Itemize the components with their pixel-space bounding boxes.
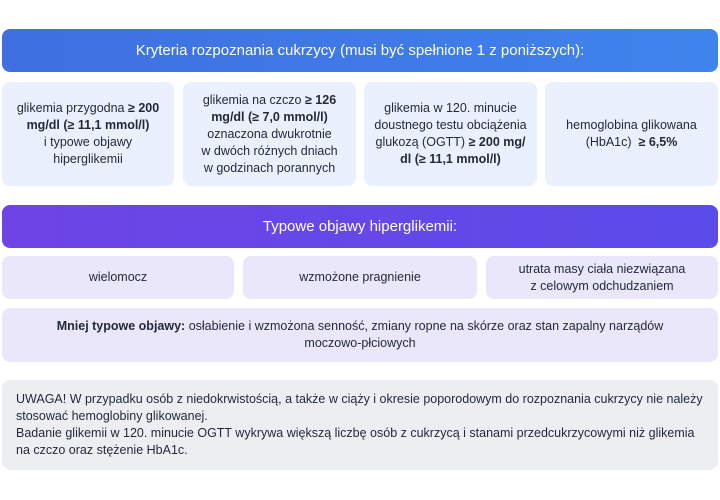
less-typical-text-wrap <box>42 318 678 352</box>
less-typical-text: osłabienie i wzmożona senność, zmiany ropne na skórze oraz stan zapalny narządów moczowo-płciowych <box>185 319 664 350</box>
criterion-line <box>201 143 337 160</box>
criterion-line-text: doustnego testu obciążenia <box>374 118 527 132</box>
criterion-line-text: hiperglikemii <box>53 152 123 166</box>
criterion-line-text: w godzinach porannych <box>203 160 336 175</box>
criterion-line <box>374 117 526 134</box>
criterion-line <box>201 126 337 143</box>
criterion-line-bold: ≥ 200 mg/ <box>468 135 526 149</box>
criterion-line-bold: dl (≥ 11,1 mmol/l) <box>400 152 501 166</box>
criterion-card-random-glucose <box>2 82 174 186</box>
criterion-line-text: glikemia na czczo <box>202 92 305 107</box>
warning-paragraph-2: Badanie glikemii w 120. minucie OGTT wykrywa większą liczbę osób z cukrzycą i stanami przedcukrzycowymi niż glikemia na czczo oraz stężenie HbA1c. <box>16 426 695 457</box>
criterion-line-bold: ≥ 200 <box>127 101 160 115</box>
criterion-line <box>566 134 697 151</box>
criterion-line <box>17 117 159 134</box>
criterion-line <box>201 160 337 177</box>
criterion-line <box>17 151 159 168</box>
criterion-line-bold: mg/dl (≥ 11,1 mmol/l) <box>26 118 150 132</box>
criterion-line-text: glikemia przygodna <box>16 101 128 115</box>
criterion-text <box>201 92 337 177</box>
criterion-text <box>374 100 526 168</box>
symptom-card-weight-loss <box>486 256 718 299</box>
criterion-line <box>201 109 337 126</box>
criterion-line <box>374 151 526 168</box>
symptoms-banner <box>2 205 718 248</box>
criterion-line-text: i typowe objawy <box>43 135 133 149</box>
criterion-line-bold: ≥ 6,5% <box>638 135 678 149</box>
less-typical-symptoms <box>2 308 718 362</box>
warning-note <box>2 380 718 470</box>
criterion-text <box>17 100 159 168</box>
criteria-banner <box>2 29 718 72</box>
criterion-card-ogtt <box>364 82 537 186</box>
criterion-card-fasting-glucose <box>183 82 356 186</box>
symptom-card-polyuria <box>2 256 234 299</box>
criterion-line <box>201 92 337 109</box>
criterion-line-bold: mg/dl (≥ 7,0 mmol/l) <box>211 109 328 124</box>
symptom-card-thirst <box>243 256 477 299</box>
less-typical-label: Mniej typowe objawy: <box>56 319 186 333</box>
symptom-label: wielomocz <box>88 270 148 284</box>
warning-paragraph-1: UWAGA! W przypadku osób z niedokrwistością, a także w ciąży i okresie poporodowym do rozpoznania cukrzycy nie należy stosować hemoglobiny glikowanej. <box>16 392 703 423</box>
criterion-line-bold: ≥ 126 <box>304 92 337 107</box>
criteria-title: Kryteria rozpoznania cukrzycy (musi być spełnione 1 z poniższych): <box>135 42 585 59</box>
criterion-line <box>17 100 159 117</box>
criterion-line-text: (HbA1c) <box>585 135 639 149</box>
symptom-label: wzmożone pragnienie <box>299 270 421 284</box>
criterion-line-text: glukozą (OGTT) <box>375 135 469 149</box>
criterion-line-text: oznaczona dwukrotnie <box>207 126 332 141</box>
symptoms-title: Typowe objawy hiperglikemii: <box>262 218 458 235</box>
criterion-line <box>374 100 526 117</box>
criterion-line <box>566 117 697 134</box>
criterion-line-text: w dwóch różnych dniach <box>201 143 338 158</box>
criterion-line-text: glikemia w 120. minucie <box>384 101 517 115</box>
criterion-card-hba1c <box>545 82 718 186</box>
criterion-text <box>566 117 697 151</box>
criterion-line <box>374 134 526 151</box>
criterion-line-text: hemoglobina glikowana <box>566 118 697 132</box>
symptom-label: utrata masy ciała niezwiązana z celowym odchudzaniem <box>518 261 686 293</box>
criterion-line <box>17 134 159 151</box>
